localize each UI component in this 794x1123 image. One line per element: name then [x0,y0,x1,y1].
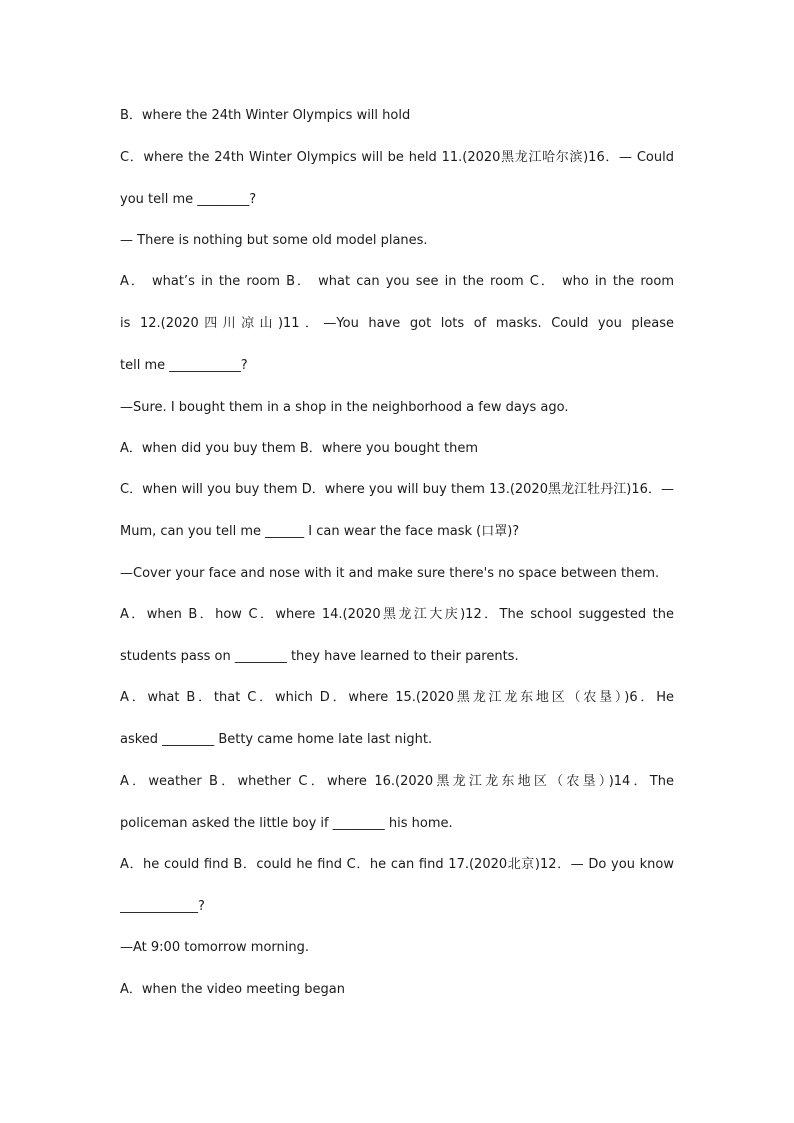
question-17-line: A．he could find B．could he find C．he can find 17.(2020北京)12．— Do you know [120,857,674,872]
text-line: policeman asked the little boy if ________ his home. [120,816,453,831]
text-line: students pass on ________ they have learned to their parents. [120,649,519,664]
text-line: asked ________ Betty came home late last night. [120,732,433,747]
question-11-line: C．where the 24th Winter Olympics will be held 11.(2020黑龙江哈尔滨)16．— Could [120,150,674,165]
options-line: A． what’s in the room B． what can you see in the room C． who in the room [120,274,674,289]
text-line: ____________? [120,899,205,914]
option-b-line: B．where the 24th Winter Olympics will hold [120,108,411,123]
text-line: —At 9:00 tomorrow morning. [120,940,309,955]
options-line: A．when did you buy them B．where you bought them [120,441,479,456]
text-line: you tell me ________? [120,192,257,207]
question-13-line: C．when will you buy them D．where you will buy them 13.(2020黑龙江牡丹江)16．— [120,482,674,497]
question-14-line: A．when B．how C．where 14.(2020黑龙江大庆)12．The school suggested the [120,607,674,622]
text-line: —Sure. I bought them in a shop in the neighborhood a few days ago. [120,400,569,415]
text-line: —Cover your face and nose with it and make sure there's no space between them. [120,566,660,581]
text-line: — There is nothing but some old model planes. [120,233,428,248]
text-line: Mum, can you tell me ______ I can wear the face mask (口罩)? [120,524,520,539]
question-12-line: is 12.(2020四川凉山)11．—You have got lots of masks. Could you please [120,316,674,331]
option-a-line: A．when the video meeting began [120,982,345,997]
text-line: tell me ___________? [120,358,248,373]
question-15-line: A．what B．that C．which D．where 15.(2020黑龙江龙东地区（农垦）)6．He [120,690,674,705]
question-16-line: A．weather B．whether C．where 16.(2020黑龙江龙东地区（农垦）)14．The [120,774,674,789]
